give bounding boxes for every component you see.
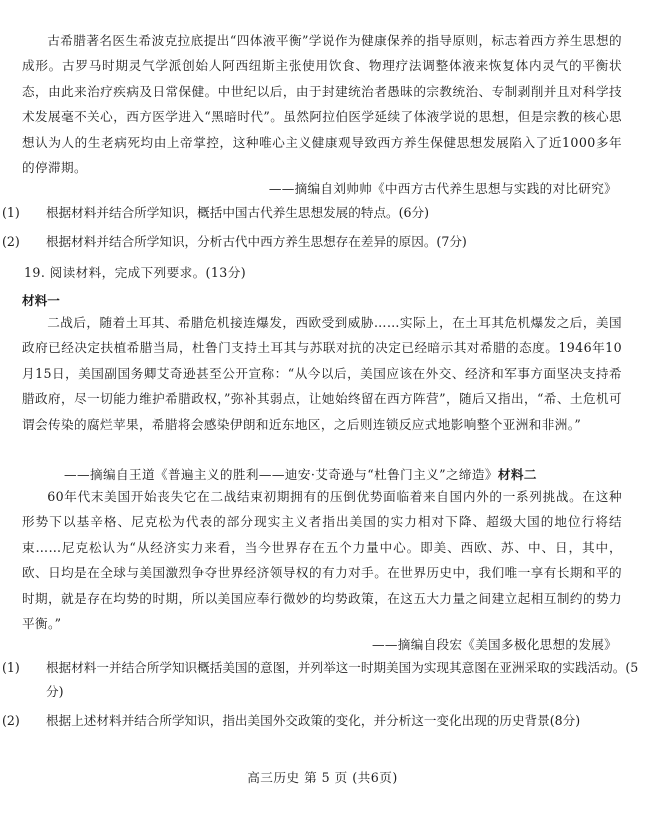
material-1-text: 二战后，随着土耳其、希腊危机接连爆发，西欧受到威胁……实际上，在土耳其危机爆发之后，美国政府已经决定扶植希腊当局，杜鲁门支持土耳其与苏联对抗的决定已经暗示其对希腊的态度。1946年10月15日，美国副国务卿艾奇逊甚至公开宣称：“从今以后，美国应该在外交、经济和军事方面坚决支持希腊政府，尽一切能力维护希腊政权，”弥补其弱点，让她始终留在西方阵营”，随后又指出，“希、土危机可谓会传染的腐烂苹果，希腊将会感染伊朗和近东地区，之后则连锁反应式地影响整个亚洲和非洲。” (22, 315, 622, 432)
page-footer: 高三历史 第 5 页 (共6页) (247, 770, 398, 785)
material-2-heading: 材料二 (497, 467, 537, 482)
material-2-text: 60年代末美国开始丧失它在二战结束初期拥有的压倒优势面临着来自国内外的一系列挑战。在这种形势下以基辛格、尼克松为代表的部分现实主义者指出美国的实力相对下降、超级大国的地位行将结束……尼克松认为“从经济实力来看，当今世界存在五个力量中心。即美、西欧、苏、中、日，其中，欧、日均是在全球与美国激烈争夺世界经济领导权的有力对手。在世界历史中，我们唯一享有长期和平的时期，就是存在均势的时期，所以美国应奉行微妙的均势政策，在这五大力量之间建立起相互制约的势力平衡。” (22, 489, 622, 632)
material-1-source: ——摘编自王道《普遍主义的胜利——迪安·艾奇逊与“杜鲁门主义”之缔造》 (64, 467, 498, 482)
passage-paragraph: 古希腊著名医生希波克拉底提出“四体液平衡”学说作为健康保养的指导原则，标志着西方养生思想的成形。古罗马时期灵气学派创始人阿西纽斯主张使用饮食、物理疗法调整体液来恢复体内灵气的平衡状态，由此来治疗疾病及日常保健。中世纪以后，由于封建统治者愚昧的宗教统治、专制剥削并且对科学技术发展毫不关心，西方医学进入“黑暗时代”。虽然阿拉伯医学延续了体液学说的思想，但是宗教的核心思想认为人的生老病死均由上帝掌控，这种唯心主义健康观导致西方养生保健思想发展陷入了近1000多年的停滞期。 (22, 33, 622, 176)
question-number: (2) (2, 713, 20, 728)
question-number: (1) (2, 660, 20, 675)
question-text: 根据材料并结合所学知识，分析古代中西方养生思想存在差异的原因。(7分) (46, 234, 467, 249)
question-number: (1) (2, 205, 20, 220)
question-text: 根据材料一并结合所学知识概括美国的意图，并列举这一时期美国为实现其意图在亚洲采取的实践活动。(5分) (46, 660, 639, 699)
question-19-2 (2, 709, 640, 733)
question-19-title: 19. 阅读材料，完成下列要求。(13分) (24, 265, 247, 280)
material-1-heading: 材料一 (22, 293, 60, 308)
question-number: (2) (2, 234, 20, 249)
question-18-2 (2, 230, 640, 254)
question-19-1 (2, 656, 640, 704)
material-2-source: ——摘编自段宏《美国多极化思想的发展》 (372, 637, 617, 652)
question-text: 根据材料并结合所学知识，概括中国古代养生思想发展的特点。(6分) (46, 205, 430, 220)
question-text: 根据上述材料并结合所学知识，指出美国外交政策的变化，并分析这一变化出现的历史背景(8分) (46, 713, 581, 728)
passage-source: ——摘编自刘帅帅《中西方古代养生思想与实践的对比研究》 (268, 181, 617, 196)
question-18-1 (2, 201, 640, 225)
